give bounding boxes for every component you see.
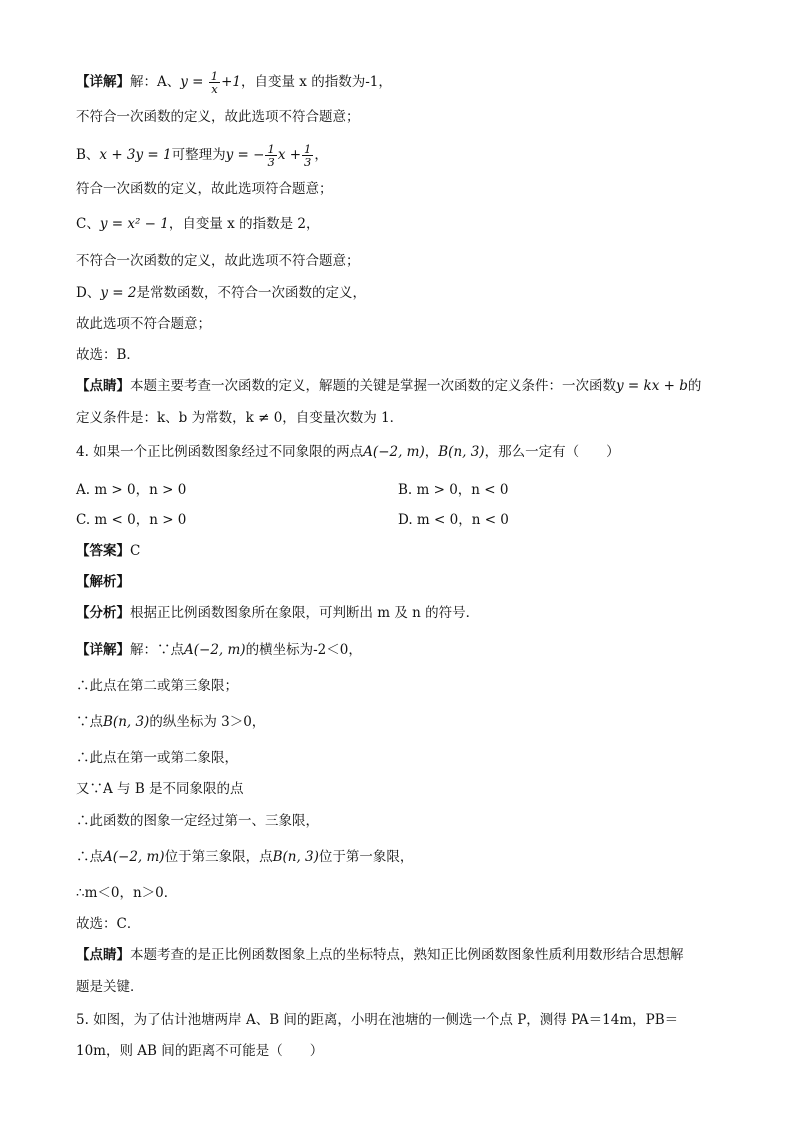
answer-heading: 【答案】 xyxy=(76,543,130,559)
detail-line-1 xyxy=(76,641,362,659)
fenxi-heading: 【分析】 xyxy=(76,605,130,621)
formula: y = kx + b xyxy=(616,378,688,394)
text: 可整理为 xyxy=(171,147,226,163)
detail-line-4: ∴此点在第一或第二象限， xyxy=(76,750,238,766)
formula: A(−2, m) xyxy=(363,444,425,460)
formula: B(n, 3) xyxy=(272,849,319,865)
fraction xyxy=(302,143,313,168)
text: 的纵坐标为 3＞0， xyxy=(149,714,266,730)
text: ， xyxy=(314,147,328,163)
text: D、 xyxy=(76,285,101,301)
formula: B(n, 3) xyxy=(438,444,485,460)
q3-detail-line-3 xyxy=(76,143,328,168)
option-c: C. m < 0，n > 0 xyxy=(76,512,187,528)
q3-detail-line-1 xyxy=(76,70,392,95)
text: 本题主要考查一次函数的定义，解题的关键是掌握一次函数的定义条件：一次函数 xyxy=(130,378,616,394)
fraction xyxy=(265,143,276,168)
text: 根据正比例函数图象所在象限，可判断出 m 及 n 的符号． xyxy=(130,605,480,621)
answer-line xyxy=(76,542,140,560)
detail-line-7 xyxy=(76,848,413,866)
text: ，自变量 x 的指数是 2， xyxy=(168,216,320,232)
fraction-numerator: 1 xyxy=(304,142,312,156)
detail-line-5: 又∵A 与 B 是不同象限的点 xyxy=(76,781,244,797)
text: 本题考查的是正比例函数图象上点的坐标特点，熟知正比例函数图象性质利用数形结合思想解 xyxy=(130,947,684,963)
formula: +1 xyxy=(221,74,242,90)
q3-note-line-2: 定义条件是：k、b 为常数，k ≠ 0，自变量次数为 1． xyxy=(76,410,404,426)
q5-stem-line-1: 5. 如图，为了估计池塘两岸 A、B 间的距离，小明在池塘的一侧选一个点 P，测得 PA＝14m，PB＝ xyxy=(76,1012,679,1028)
dianjing-line-2: 题是关键． xyxy=(76,979,144,995)
text: ， xyxy=(424,444,439,460)
detail-line-8: ∴m＜0，n＞0． xyxy=(76,885,178,901)
formula: y = − xyxy=(225,147,265,163)
q3-detail-line-6: 不符合一次函数的定义，故此选项不符合题意； xyxy=(76,253,360,269)
q3-detail-line-5 xyxy=(76,215,319,233)
q3-note-line-1 xyxy=(76,377,701,395)
text: 位于第三象限，点 xyxy=(164,849,273,865)
answer-value: C xyxy=(130,543,141,559)
formula: A(−2, m) xyxy=(184,642,246,658)
formula: B(n, 3) xyxy=(103,714,150,730)
option-a: A. m > 0，n > 0 xyxy=(76,482,187,498)
detail-heading: 【详解】 xyxy=(76,642,130,658)
q3-detail-line-8: 故此选项不符合题意； xyxy=(76,316,211,332)
option-b: B. m > 0，n < 0 xyxy=(398,482,509,498)
text: 解：A、 xyxy=(130,74,181,90)
fraction-numerator: 1 xyxy=(267,142,275,156)
text: 4. 如果一个正比例函数图象经过不同象限的两点 xyxy=(76,444,364,460)
q4-stem xyxy=(76,443,620,461)
fraction xyxy=(209,70,220,95)
fraction-denominator: 3 xyxy=(267,155,275,169)
fraction-denominator: x xyxy=(211,82,218,96)
detail-line-3 xyxy=(76,713,265,731)
fenxi-line xyxy=(76,604,479,622)
detail-line-9: 故选：C． xyxy=(76,916,141,932)
q3-detail-line-2: 不符合一次函数的定义，故此选项不符合题意； xyxy=(76,109,360,125)
q3-detail-line-9: 故选：B． xyxy=(76,347,140,363)
text: ∴点 xyxy=(76,849,103,865)
text: 的横坐标为-2＜0， xyxy=(245,642,362,658)
fraction-denominator: 3 xyxy=(304,155,312,169)
fraction-numerator: 1 xyxy=(210,69,219,83)
q3-detail-line-4: 符合一次函数的定义，故此选项符合题意； xyxy=(76,181,333,197)
detail-heading: 【详解】 xyxy=(76,74,130,90)
text: ，那么一定有（ ） xyxy=(484,444,620,460)
formula: y = xyxy=(180,74,208,90)
text: 解：∵点 xyxy=(130,642,184,658)
text: 位于第一象限， xyxy=(318,849,414,865)
detail-line-6: ∴此函数的图象一定经过第一、三象限， xyxy=(76,813,319,829)
note-heading: 【点睛】 xyxy=(76,378,130,394)
dianjing-heading: 【点睛】 xyxy=(76,947,130,963)
text: 的 xyxy=(687,378,702,394)
text: ，自变量 x 的指数为-1， xyxy=(241,74,392,90)
analysis-heading: 【解析】 xyxy=(76,574,130,590)
formula: y = 2 xyxy=(100,285,137,301)
text: B、 xyxy=(76,147,100,163)
formula: x + 3y = 1 xyxy=(99,147,172,163)
text: 是常数函数，不符合一次函数的定义， xyxy=(136,285,366,301)
formula: y = x² − 1 xyxy=(99,216,169,232)
text: C、 xyxy=(76,216,100,232)
q3-detail-line-7 xyxy=(76,284,366,302)
q5-stem-line-2: 10m，则 AB 间的距离不可能是（ ） xyxy=(76,1043,324,1059)
dianjing-line-1 xyxy=(76,946,684,964)
formula: A(−2, m) xyxy=(103,849,165,865)
option-d: D. m < 0，n < 0 xyxy=(398,512,509,528)
detail-line-2: ∴此点在第二或第三象限； xyxy=(76,678,238,694)
text: ∵点 xyxy=(76,714,103,730)
formula: x + xyxy=(277,147,302,163)
